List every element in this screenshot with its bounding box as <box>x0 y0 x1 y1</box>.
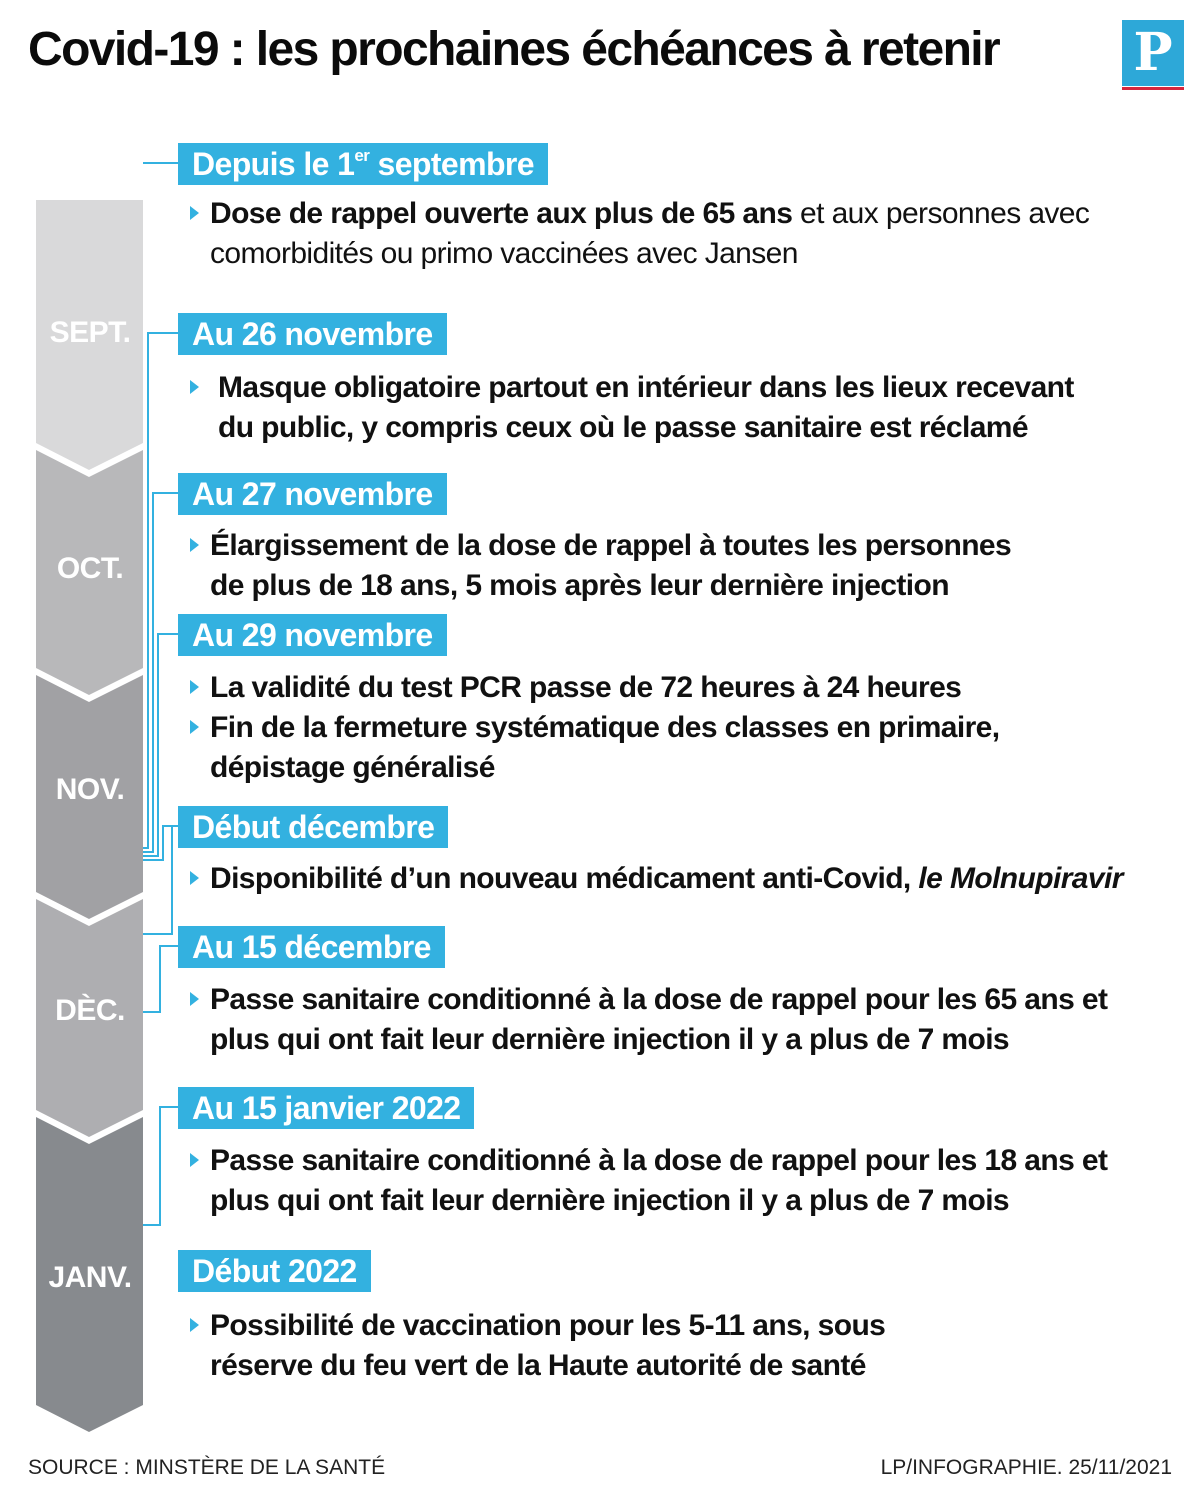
source-note: SOURCE : MINSTÈRE DE LA SANTÉ <box>28 1456 386 1479</box>
month-label-sept: SEPT. <box>49 316 131 349</box>
event-item <box>190 668 1190 708</box>
bullet-arrow-icon <box>190 992 199 1006</box>
logo-letter: P <box>1133 22 1173 83</box>
item-text-bold: Possibilité de vaccination pour les 5-11 ans, sous réserve du feu vert de la Haute autorité de santé <box>210 1309 886 1382</box>
item-text-bold: Disponibilité d’un nouveau médicament anti-Covid, <box>210 862 919 895</box>
bullet-arrow-icon <box>190 720 199 734</box>
credit-note: LP/INFOGRAPHIE. 25/11/2021 <box>880 1456 1172 1479</box>
connector-2 <box>143 333 178 848</box>
date-label: Au 27 novembre <box>178 473 447 515</box>
event-item <box>190 368 1100 448</box>
date-label: Au 26 novembre <box>178 313 447 355</box>
event-item <box>190 859 1190 899</box>
item-text-bold: Passe sanitaire conditionné à la dose de rappel pour les 18 ans et plus qui ont fait leur dernière injection il y a plus de 7 mois <box>210 1144 1108 1217</box>
date-superscript: er <box>354 146 370 165</box>
bullet-arrow-icon <box>190 1153 199 1167</box>
event-item <box>190 1141 1110 1221</box>
item-text: et aux personnes avec comorbidités ou primo vaccinées avec Jansen <box>210 197 1090 270</box>
month-label-oct: OCT. <box>56 552 124 585</box>
bullet-arrow-icon <box>190 680 199 694</box>
bullet-arrow-icon <box>190 1318 199 1332</box>
month-label-dec: DÈC. <box>55 994 125 1027</box>
event-item <box>190 194 1190 274</box>
item-text-bold: Passe sanitaire conditionné à la dose de rappel pour les 65 ans et plus qui ont fait leur dernière injection il y a plus de 7 mois <box>210 983 1108 1056</box>
date-label <box>178 143 548 185</box>
item-text-bold: Fin de la fermeture systématique des classes en primaire, dépistage généralisé <box>210 711 1000 784</box>
date-text-end: septembre <box>369 146 534 182</box>
item-text-bold: Dose de rappel ouverte aux plus de 65 ans <box>210 197 793 230</box>
date-label: Début 2022 <box>178 1250 371 1292</box>
item-text-bold: La validité du test PCR passe de 72 heures à 24 heures <box>210 671 962 704</box>
bullet-arrow-icon <box>190 538 199 552</box>
date-label: Début décembre <box>178 806 448 848</box>
item-text-bold: Élargissement de la dose de rappel à toutes les personnes de plus de 18 ans, 5 mois après leur dernière injection <box>210 529 1012 602</box>
page-title: Covid-19 : les prochaines échéances à retenir <box>28 23 1000 76</box>
event-item <box>190 980 1110 1060</box>
date-label: Au 15 janvier 2022 <box>178 1087 474 1129</box>
item-text-bold: Masque obligatoire partout en intérieur dans les lieux recevant du public, y compris ceux où le passe sanitaire est réclamé <box>218 371 1074 444</box>
bullet-arrow-icon <box>190 206 199 220</box>
date-label: Au 29 novembre <box>178 614 447 656</box>
event-item <box>190 1306 990 1386</box>
connector-7 <box>143 946 178 1012</box>
month-label-janv: JANV. <box>48 1261 132 1294</box>
connector-8 <box>143 1107 178 1225</box>
event-item <box>190 708 1040 788</box>
date-label: Au 15 décembre <box>178 926 445 968</box>
date-text: Depuis le 1 <box>192 146 355 182</box>
item-text-italic: le Molnupiravir <box>918 862 1123 895</box>
bullet-arrow-icon <box>190 871 199 885</box>
month-label-nov: NOV. <box>55 773 125 806</box>
event-item <box>190 526 1050 606</box>
bullet-arrow-icon <box>190 380 199 394</box>
